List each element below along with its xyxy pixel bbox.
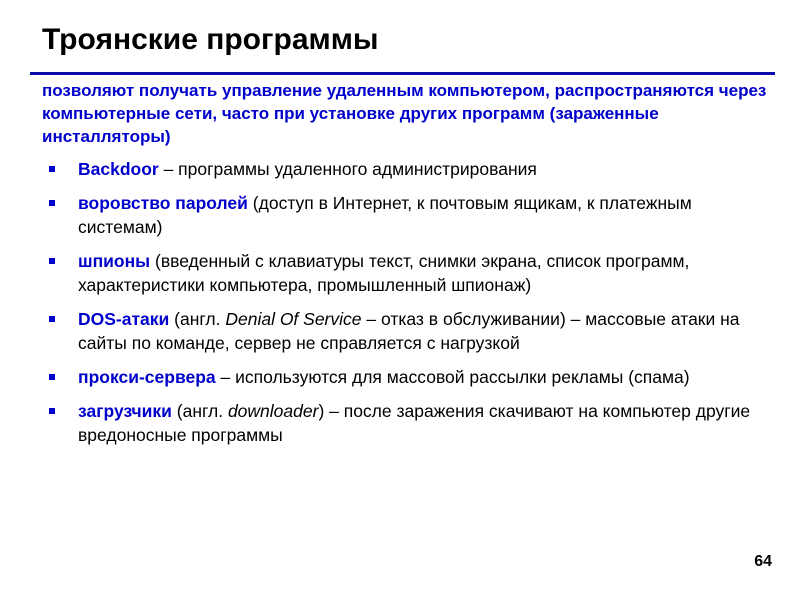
list-item-password-theft — [46, 191, 776, 239]
item-italic-term: downloader — [227, 401, 319, 421]
item-italic-term: Denial Of Service — [225, 309, 362, 329]
list-item-proxy-servers — [46, 365, 776, 389]
square-bullet-icon — [49, 374, 55, 380]
item-term: прокси-сервера — [78, 367, 216, 387]
list-item-spies — [46, 249, 776, 297]
intro-text: позволяют получать управление удаленным компьютером, распространяются через компьютерные сети, часто при установке других программ (зараженные инсталляторы) — [42, 81, 767, 146]
item-text: (доступ в Интернет, к почтовым ящикам, к платежным системам) — [78, 193, 692, 237]
page-number: 64 — [754, 553, 772, 570]
item-term: шпионы — [78, 251, 151, 271]
list-item-dos-attacks — [46, 307, 776, 355]
item-term: воровство паролей — [78, 193, 248, 213]
item-term: Backdoor — [78, 159, 159, 179]
item-term: загрузчики — [78, 401, 172, 421]
list-item-backdoor — [46, 157, 776, 181]
list-item-downloaders — [46, 399, 776, 447]
square-bullet-icon — [49, 316, 55, 322]
item-term: DOS-атаки — [78, 309, 170, 329]
square-bullet-icon — [49, 258, 55, 264]
slide-title: Троянские программы — [42, 23, 379, 56]
item-text: (англ. — [171, 401, 228, 421]
item-text: – программы удаленного администрирования — [158, 159, 537, 179]
trojan-types-list — [46, 157, 776, 457]
item-text: ) – после заражения скачивают на компьютер другие вредоносные программы — [78, 401, 751, 445]
square-bullet-icon — [49, 166, 55, 172]
square-bullet-icon — [49, 200, 55, 206]
item-text: (введенный с клавиатуры текст, снимки экрана, список программ, характеристики компьютера, промышленный шпионаж) — [78, 251, 690, 295]
item-text: – отказ в обслуживании) – массовые атаки на сайты по команде, сервер не справляется с нагрузкой — [78, 309, 740, 353]
square-bullet-icon — [49, 408, 55, 414]
title-divider — [30, 72, 775, 75]
item-text: – используются для массовой рассылки рекламы (спама) — [215, 367, 690, 387]
item-text: (англ. — [169, 309, 226, 329]
